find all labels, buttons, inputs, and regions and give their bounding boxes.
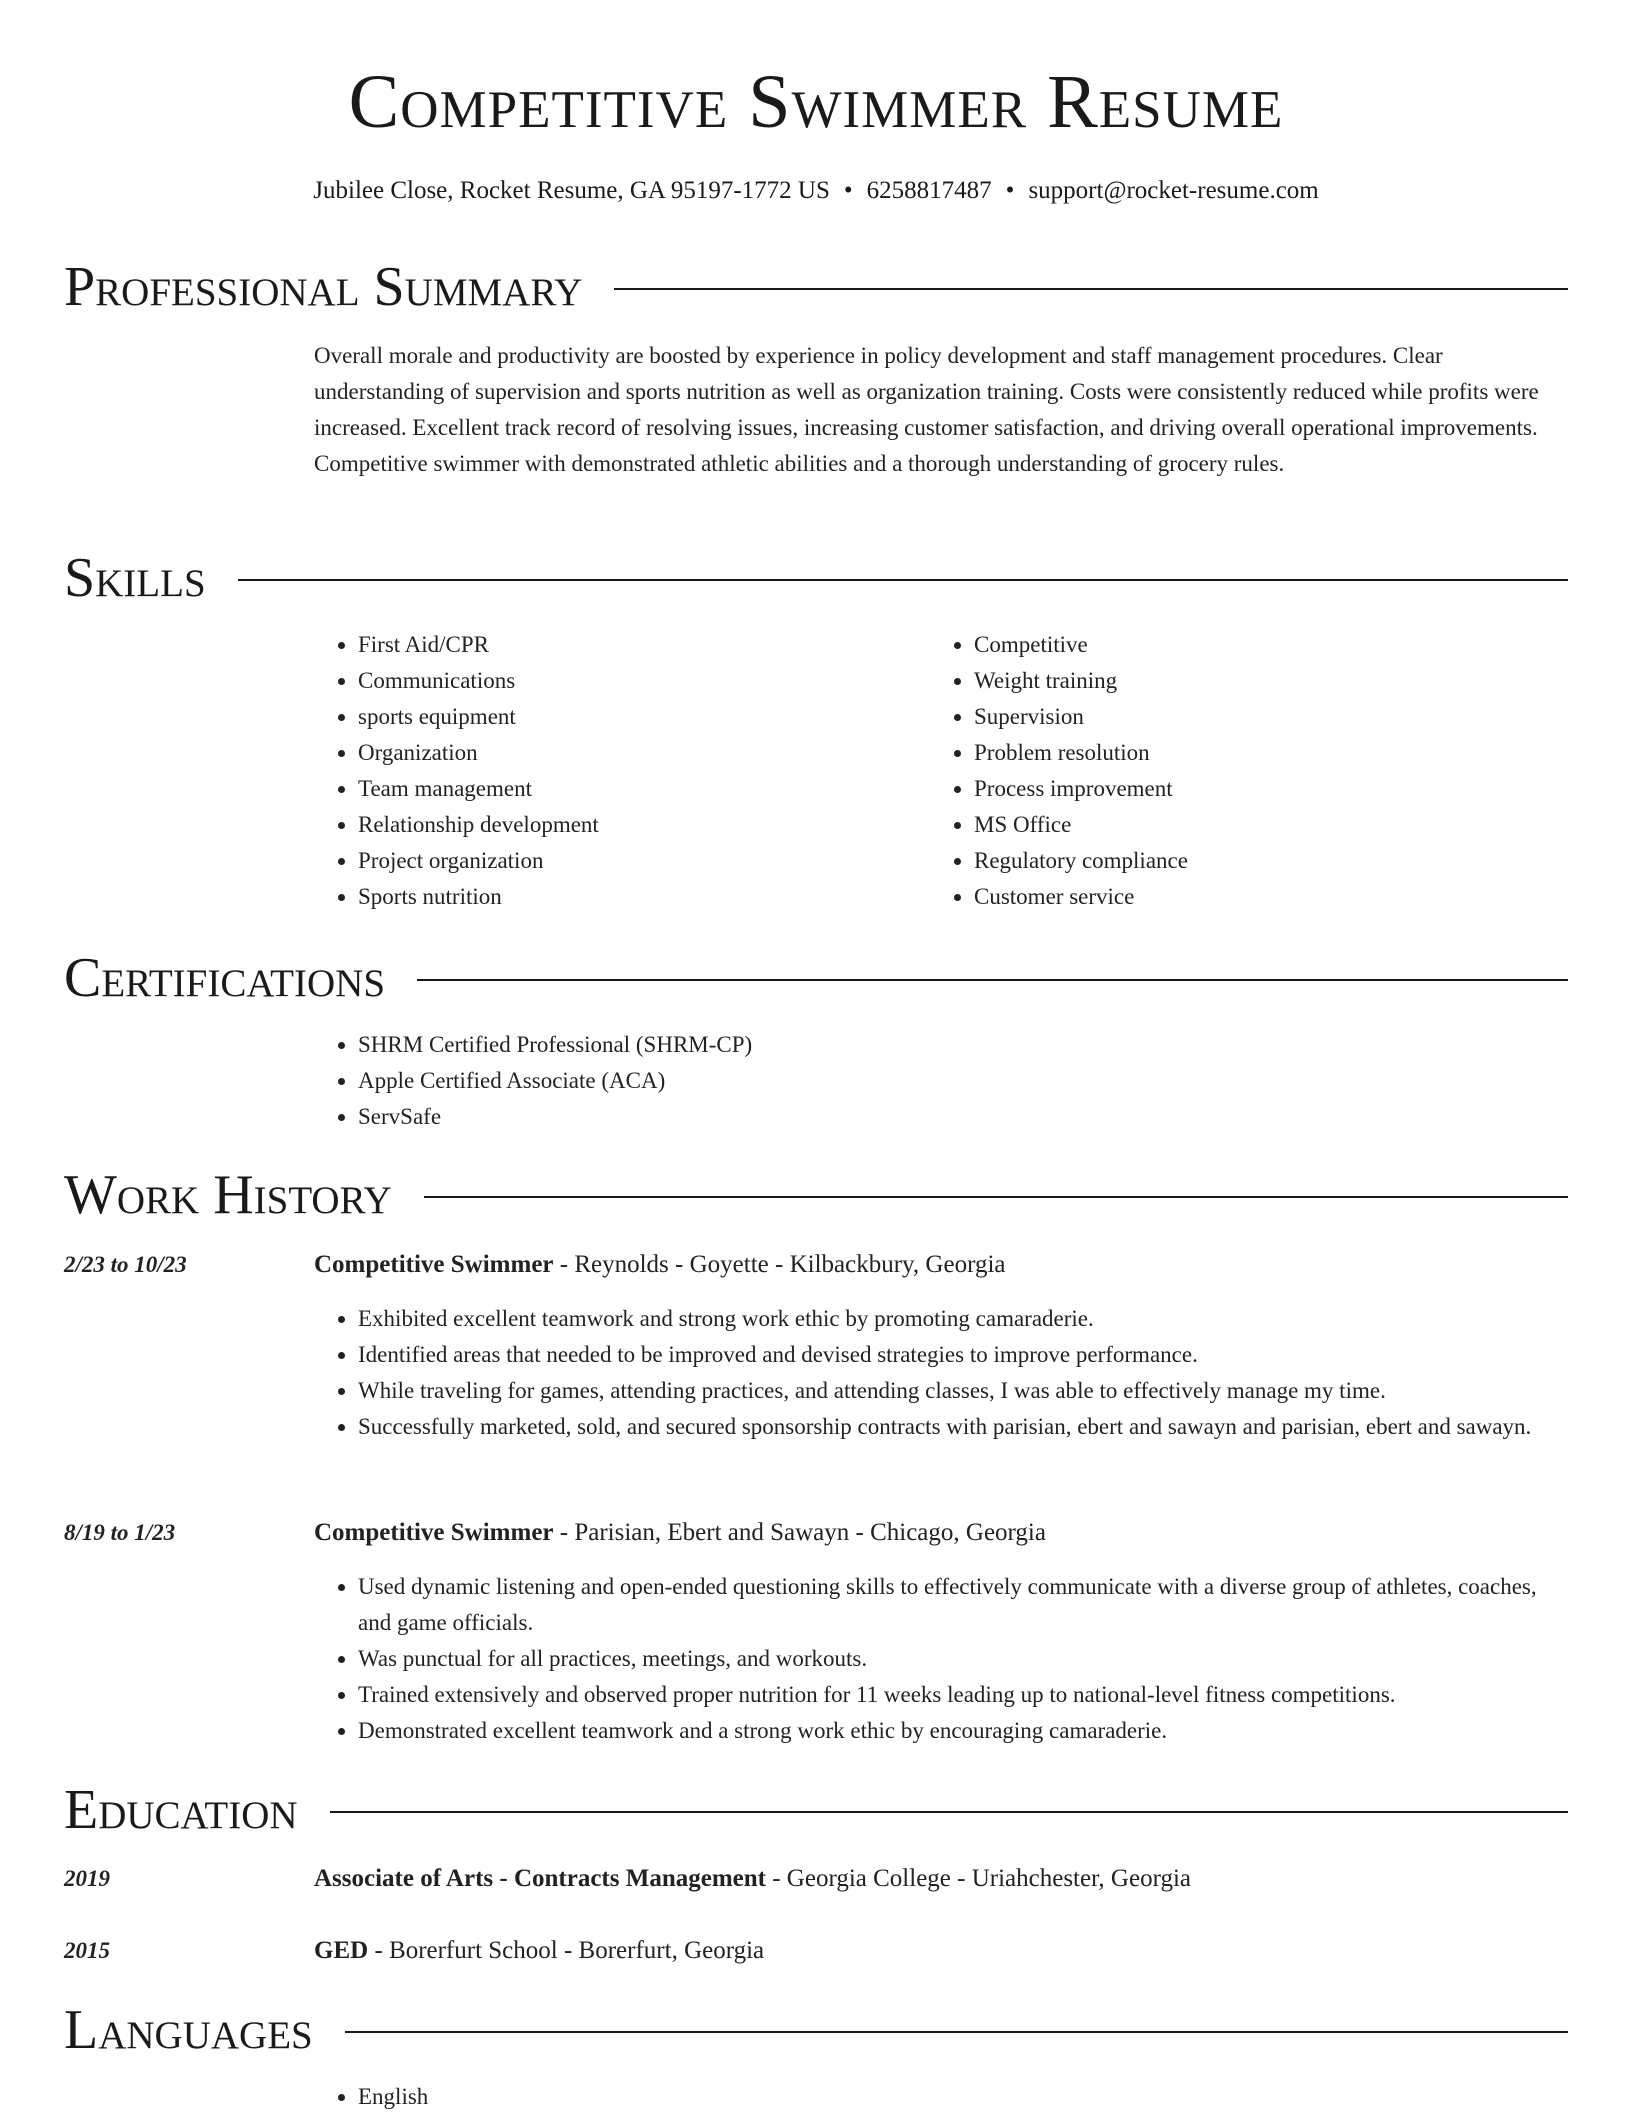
work-heading: Work History (64, 1164, 392, 1226)
skill-item: • sports equipment (358, 699, 914, 735)
certification-item: • Apple Certified Associate (ACA) (358, 1063, 1568, 1099)
education-entry (314, 1861, 1568, 1897)
contact-address: Jubilee Close, Rocket Resume, GA 95197-1772 US (313, 177, 830, 204)
work-section-header (64, 1160, 1568, 1230)
education-section-header (64, 1775, 1568, 1845)
skill-item: • Competitive (974, 627, 1530, 663)
contact-email: support@rocket-resume.com (1028, 177, 1319, 204)
education-school: - Georgia College - Uriahchester, Georgia (765, 1865, 1191, 1892)
skills-left-column (314, 627, 914, 915)
language-item: • English (358, 2079, 1568, 2115)
languages-column (314, 2079, 1568, 2115)
education-heading: Education (64, 1779, 298, 1841)
skill-item: • MS Office (974, 807, 1530, 843)
skill-item: • First Aid/CPR (358, 627, 914, 663)
contact-phone: 6258817487 (866, 177, 992, 204)
skill-item: • Team management (358, 771, 914, 807)
job-bullet: • Used dynamic listening and open-ended questioning skills to effectively communicate with a diverse group of athletes, coaches, and game officials. (358, 1569, 1568, 1641)
skill-item: • Problem resolution (974, 735, 1530, 771)
skill-item: • Relationship development (358, 807, 914, 843)
job-bullet: • Was punctual for all practices, meetings, and workouts. (358, 1641, 1568, 1677)
skill-item: • Regulatory compliance (974, 843, 1530, 879)
job-bullet: • Exhibited excellent teamwork and strong work ethic by promoting camaraderie. (358, 1301, 1568, 1337)
skill-item: • Supervision (974, 699, 1530, 735)
certifications-list (314, 1027, 1568, 1135)
contact-separator: • (843, 177, 853, 204)
section-divider (424, 1196, 1568, 1198)
education-entry (314, 1933, 1568, 1969)
certifications-heading: Certifications (64, 947, 386, 1009)
skills-heading: Skills (64, 547, 206, 609)
job-dates: 8/19 to 1/23 (64, 1520, 176, 1545)
section-divider (330, 1811, 1568, 1813)
skill-item: • Communications (358, 663, 914, 699)
skill-item: • Process improvement (974, 771, 1530, 807)
skill-item: • Weight training (974, 663, 1530, 699)
contact-line (0, 173, 1632, 209)
skills-left-list (314, 627, 914, 915)
skills-section-header (64, 543, 1568, 613)
job-bullet: • Trained extensively and observed proper nutrition for 11 weeks leading up to national-level fitness competitions. (358, 1677, 1568, 1713)
job-employer: - Reynolds - Goyette - Kilbackbury, Georgia (553, 1251, 1006, 1278)
summary-text: Overall morale and productivity are boosted by experience in policy development and staff management procedures. Clear understanding of supervision and sports nutrition as well as organization training. Costs were consistently reduced while profits were increased. Excellent track record of resolving issues, increasing customer satisfaction, and driving overall operational improvements. Competitive swimmer with demonstrated athletic abilities and a thorough understanding of grocery rules. (314, 343, 1539, 476)
skill-item: • Organization (358, 735, 914, 771)
languages-list (314, 2079, 1568, 2115)
job-title: Competitive Swimmer (314, 1519, 554, 1546)
education-degree: Associate of Arts - Contracts Management (314, 1865, 766, 1892)
job-title: Competitive Swimmer (314, 1251, 554, 1278)
section-divider (417, 979, 1568, 981)
certifications-column (314, 1027, 1568, 1135)
certification-item: • ServSafe (358, 1099, 1568, 1135)
education-year: 2015 (64, 1938, 110, 1963)
education-school: - Borerfurt School - Borerfurt, Georgia (368, 1937, 765, 1964)
section-divider (345, 2031, 1568, 2033)
job-bullet: • Demonstrated excellent teamwork and a strong work ethic by encouraging camaraderie. (358, 1713, 1568, 1749)
education-degree: GED (314, 1937, 369, 1964)
job-bullet: • Successfully marketed, sold, and secured sponsorship contracts with parisian, ebert and sawayn and parisian, ebert and sawayn. (358, 1409, 1568, 1445)
certifications-section-header (64, 943, 1568, 1013)
job-bullet: • Identified areas that needed to be improved and devised strategies to improve performance. (358, 1337, 1568, 1373)
job-employer: - Parisian, Ebert and Sawayn - Chicago, Georgia (553, 1519, 1046, 1546)
certification-item: • SHRM Certified Professional (SHRM-CP) (358, 1027, 1568, 1063)
job-bullets-column (314, 1301, 1568, 1445)
section-divider (238, 579, 1568, 581)
skill-item: • Sports nutrition (358, 879, 914, 915)
skills-right-list (930, 627, 1530, 915)
job-bullet: • While traveling for games, attending practices, and attending classes, I was able to effectively manage my time. (358, 1373, 1568, 1409)
job-dates: 2/23 to 10/23 (64, 1252, 187, 1277)
job-bullets (314, 1569, 1568, 1749)
section-divider (614, 288, 1568, 290)
skill-item: • Customer service (974, 879, 1530, 915)
skill-item: • Project organization (358, 843, 914, 879)
job-bullets-column (314, 1569, 1568, 1749)
resume-title: Competitive Swimmer Resume (348, 60, 1284, 144)
languages-section-header (64, 1995, 1568, 2065)
education-year: 2019 (64, 1866, 110, 1891)
summary-section-header (64, 252, 1568, 322)
skills-right-column (930, 627, 1530, 915)
job-bullets (314, 1301, 1568, 1445)
contact-separator: • (1005, 177, 1015, 204)
summary-heading: Professional Summary (64, 256, 583, 318)
job-heading (314, 1515, 1568, 1551)
languages-heading: Languages (64, 1999, 313, 2061)
job-heading (314, 1247, 1568, 1283)
